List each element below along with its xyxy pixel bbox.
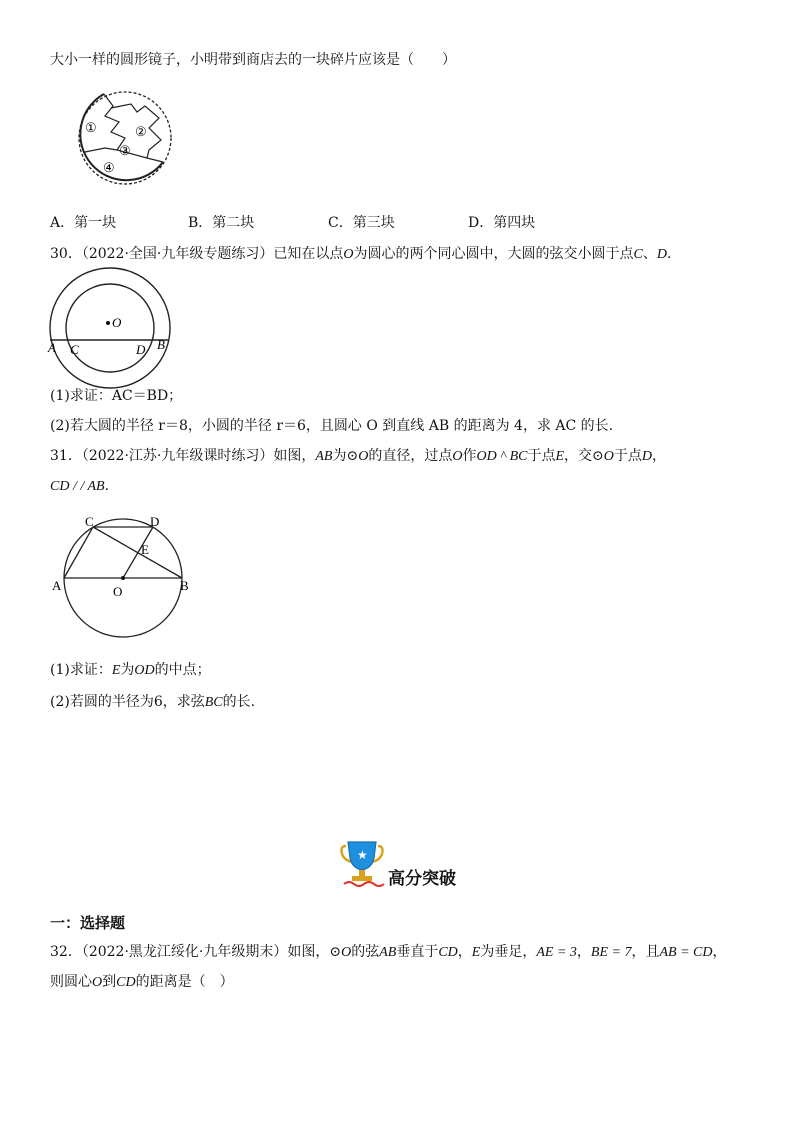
trophy-star: ★	[357, 848, 368, 862]
center-point	[121, 576, 125, 580]
q32-line2-a: 则圆心	[50, 974, 92, 990]
q32-text-c: 垂直于	[396, 944, 439, 960]
q31-part1-b: 为	[120, 662, 135, 678]
q31-part1-od: OD	[134, 663, 155, 678]
q32-text-a: 如图，⊙	[287, 944, 342, 960]
q32-cd: CD	[438, 945, 458, 960]
q31-line2-end: .	[104, 478, 110, 494]
q31-part1-a: (1)求证：	[50, 662, 112, 678]
q30-text-a: 已知在以点	[273, 246, 344, 262]
q31-text-f: ，交⊙	[564, 448, 604, 464]
q31-circle-figure	[50, 510, 200, 650]
piece-1-label: ①	[85, 120, 97, 135]
q31-parallel: CD / / AB	[50, 479, 105, 494]
label-c: C	[70, 342, 79, 357]
label-b: B	[180, 578, 189, 593]
q32-cd2: CD	[116, 975, 136, 990]
label-o: O	[112, 315, 122, 330]
q31-number: 31．	[50, 448, 82, 464]
q32-number: 32．	[50, 944, 82, 960]
q32-abcd: AB = CD	[659, 945, 713, 960]
q31-ab: AB	[315, 449, 333, 464]
piece-3-label: ③	[119, 143, 131, 158]
q31-text-g: 于点	[613, 448, 642, 464]
q31-e: E	[555, 449, 565, 464]
q31-part2-bc: BC	[204, 695, 223, 710]
q30-point-o: O	[343, 247, 354, 262]
q32-o2: O	[92, 975, 103, 990]
option-a: A．第一块	[50, 215, 117, 231]
q32-line2	[50, 972, 234, 993]
q32-text-h: ，	[712, 944, 727, 960]
q31-o2: O	[452, 449, 463, 464]
q32-ab: AB	[379, 945, 397, 960]
q30-point-c: C	[633, 247, 643, 262]
q32-text-g: ，且	[631, 944, 660, 960]
q32-e: E	[471, 945, 481, 960]
q32-text-f: ，	[576, 944, 591, 960]
section-title: 一：选择题	[50, 914, 126, 932]
q31-text-b: 为⊙	[332, 448, 359, 464]
q30-end: .	[666, 246, 672, 262]
label-a: A	[52, 578, 62, 593]
option-c: C．第三块	[328, 215, 395, 231]
q31-perp: OD ^ BC	[476, 449, 528, 464]
label-d: D	[136, 342, 146, 357]
piece-2-label: ②	[135, 124, 147, 139]
crack-line-3	[85, 148, 117, 152]
q32-text-e: 为垂足，	[480, 944, 537, 960]
q30-text-b: 为圆心的两个同心圆中，大圆的弦交小圆于点	[353, 246, 634, 262]
q31-text-c: 的直径，过点	[368, 448, 453, 464]
option-d: D．第四块	[468, 215, 536, 231]
q31-source: （2022·江苏·九年级课时练习）	[81, 448, 274, 464]
q32-stem	[50, 942, 726, 963]
q30-sep: 、	[642, 246, 657, 262]
q29-stem: 大小一样的圆形镜子，小明带到商店去的一块碎片应该是（ ）	[50, 52, 456, 68]
q31-part2	[50, 692, 255, 713]
q31-part1	[50, 660, 211, 681]
q30-stem	[50, 244, 671, 265]
q29-mirror-figure	[75, 88, 175, 188]
crack-line-1	[104, 94, 163, 162]
label-a: A	[48, 340, 56, 355]
q31-part2-b: 的长.	[222, 694, 256, 710]
q31-stem	[50, 446, 666, 467]
q31-line2	[50, 476, 109, 497]
q32-text-b: 的弦	[351, 944, 380, 960]
badge-title: 高分突破	[388, 869, 456, 889]
q32-source: （2022·黑龙江绥化·九年级期末）	[81, 944, 288, 960]
trophy-icon	[340, 840, 384, 888]
q31-text-h: ，	[652, 448, 667, 464]
q31-part1-e: E	[111, 663, 121, 678]
q30-part2: (2)若大圆的半径 r＝8，小圆的半径 r＝6，且圆心 O 到直线 AB 的距离为 4，求 AC 的长.	[50, 418, 614, 434]
q32-line2-c: 的距离是（ ）	[135, 974, 234, 990]
q30-part1: (1)求证：AC＝BD；	[50, 388, 183, 404]
center-dot	[106, 321, 110, 325]
label-d: D	[150, 514, 160, 529]
q30-source: （2022·全国·九年级专题练习）	[81, 246, 274, 262]
label-e: E	[141, 542, 149, 557]
q32-be: BE = 7	[590, 945, 632, 960]
piece-4-label: ④	[103, 160, 115, 175]
label-o: O	[113, 584, 123, 599]
q32-text-d: ，	[457, 944, 472, 960]
q30-point-d: D	[656, 247, 667, 262]
q31-part1-c: 的中点；	[154, 662, 211, 678]
q30-number: 30．	[50, 246, 82, 262]
segment-ac	[64, 527, 93, 578]
q32-line2-b: 到	[102, 974, 117, 990]
q32-ae: AE = 3	[536, 945, 577, 960]
small-circle	[66, 284, 154, 372]
q31-o3: O	[603, 449, 614, 464]
q31-d: D	[641, 449, 653, 464]
q31-text-a: 如图，	[273, 448, 316, 464]
q31-o1: O	[358, 449, 369, 464]
q32-o1: O	[341, 945, 352, 960]
q31-text-e: 于点	[527, 448, 556, 464]
q31-part2-a: (2)若圆的半径为6，求弦	[50, 694, 205, 710]
label-c: C	[85, 514, 94, 529]
label-b: B	[157, 337, 165, 352]
q31-text-d: 作	[462, 448, 477, 464]
large-circle	[50, 268, 170, 388]
option-b: B．第二块	[188, 215, 255, 231]
